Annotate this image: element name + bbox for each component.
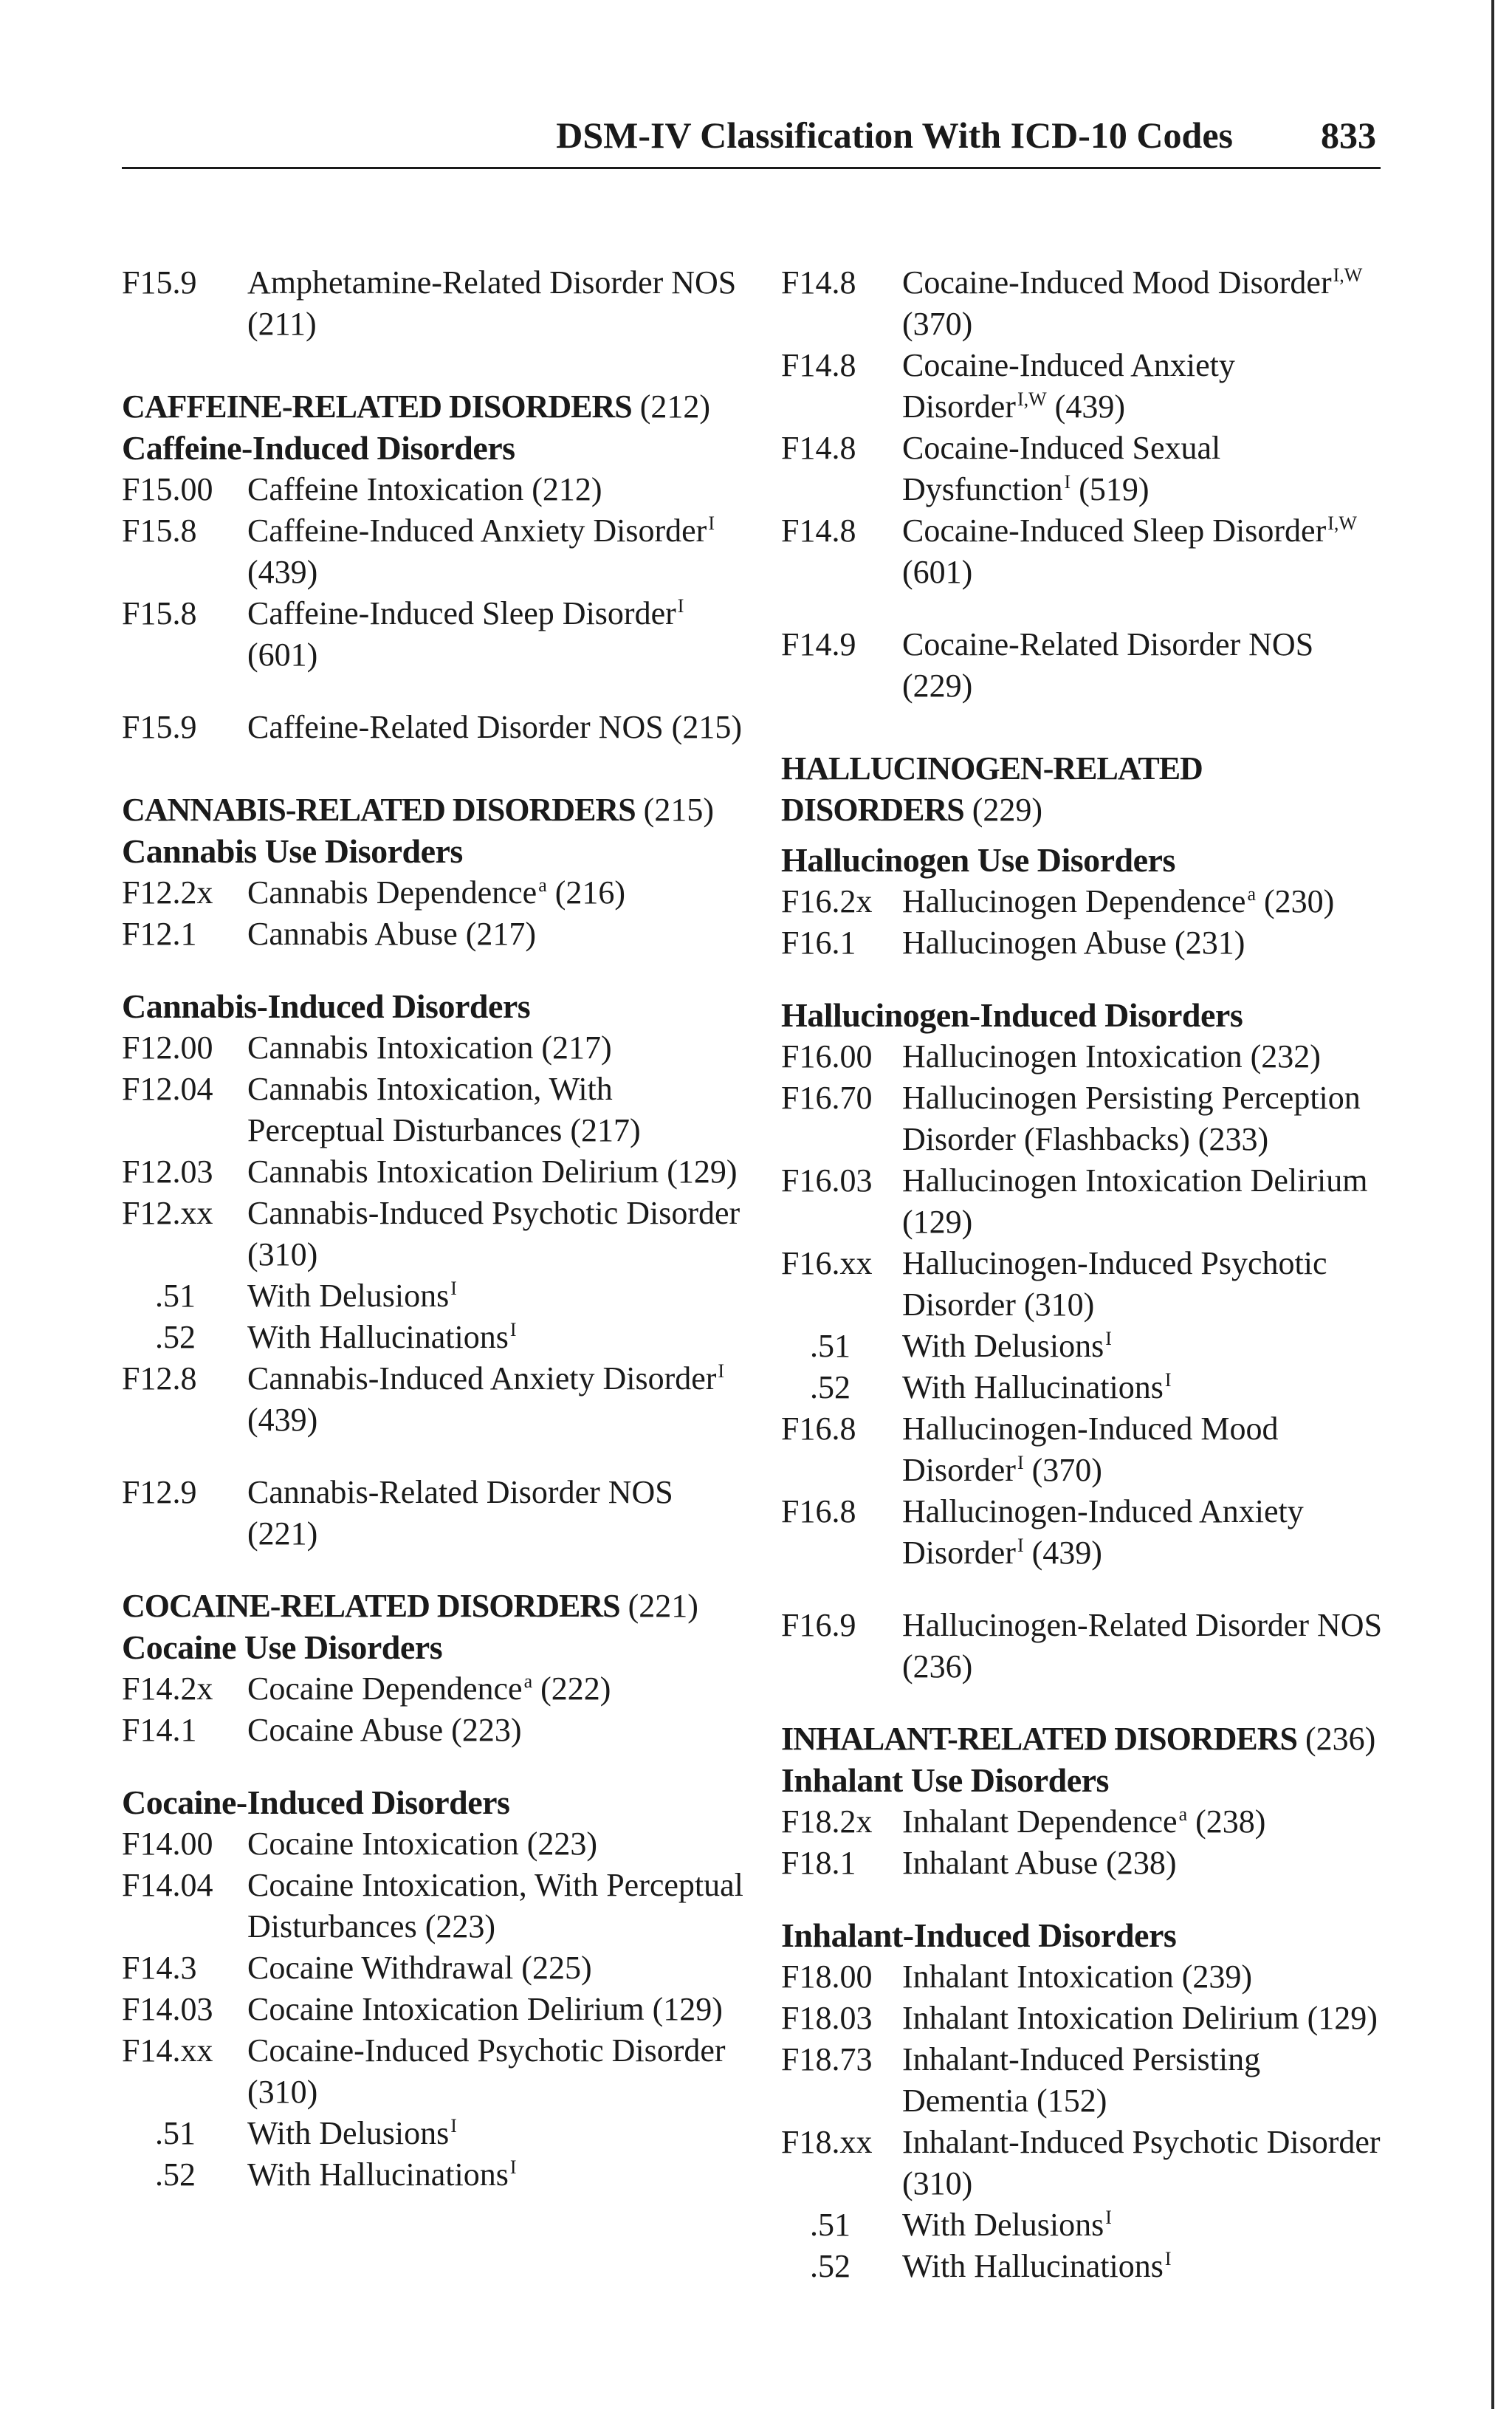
entry-desc: Inhalant Intoxication (239) — [902, 1959, 1253, 1995]
entry-code: F16.03 — [781, 1162, 873, 1199]
category-title: CANNABIS-RELATED DISORDERS (215) — [122, 792, 714, 828]
entry-desc: Cocaine Intoxication, With Perceptual Disturbances (223) — [247, 1867, 743, 1944]
entry-desc: Cocaine-Induced Mood Disorder$^{I,W}$ (370) — [902, 264, 1363, 342]
superscript: I — [1017, 1452, 1024, 1474]
entry — [122, 469, 749, 510]
entry-code: .51 — [810, 1328, 850, 1364]
superscript: a — [538, 874, 547, 897]
entry-code: F15.00 — [122, 471, 213, 507]
entry-desc: Cannabis Dependence$^a$ (216) — [247, 874, 626, 911]
entry — [781, 1998, 1386, 2039]
entry-code: F14.00 — [122, 1826, 213, 1862]
entry — [122, 1151, 749, 1193]
entry-desc: With Delusions$^I$ — [247, 1278, 457, 1314]
entry-desc: Inhalant Intoxication Delirium (129) — [902, 2000, 1378, 2036]
entry-code: F12.9 — [122, 1474, 197, 1510]
running-title: DSM-IV Classification With ICD-10 Codes — [556, 114, 1233, 156]
superscript: I — [509, 1319, 517, 1341]
entry-desc: Cocaine-Induced Anxiety Disorder$^{I,W}$ (439) — [902, 347, 1235, 425]
entry — [122, 2154, 749, 2196]
entry — [122, 872, 749, 914]
superscript: I,W — [1327, 513, 1357, 535]
entry-code: F15.8 — [122, 513, 197, 549]
entry-desc: With Hallucinations$^I$ — [247, 1319, 517, 1355]
entry-code: F18.xx — [781, 2124, 873, 2160]
entry — [122, 1275, 749, 1317]
entry — [781, 1491, 1386, 1574]
entry-code: F16.1 — [781, 925, 856, 961]
entry — [781, 1605, 1386, 1687]
entry-code: F14.2x — [122, 1670, 213, 1707]
entry — [781, 1843, 1386, 1884]
superscript: a — [1178, 1803, 1188, 1826]
entry-code: F16.9 — [781, 1607, 856, 1643]
entry — [122, 1472, 749, 1555]
entry-desc: Caffeine-Related Disorder NOS (215) — [247, 709, 742, 745]
entry-desc: Inhalant Dependence$^a$ (238) — [902, 1803, 1266, 1840]
superscript: I,W — [1333, 264, 1363, 287]
entry-desc: Cannabis-Related Disorder NOS (221) — [247, 1474, 673, 1552]
entry — [781, 1077, 1386, 1160]
entry — [122, 1668, 749, 1710]
page-number: 833 — [1321, 114, 1376, 156]
entry-code: F12.03 — [122, 1154, 213, 1190]
entry-desc: Hallucinogen-Induced Psychotic Disorder (310) — [902, 1245, 1327, 1323]
right-column — [781, 262, 1386, 2287]
entry-desc: Hallucinogen Abuse (231) — [902, 925, 1245, 961]
entry-desc: Caffeine-Induced Anxiety Disorder$^I$ (439) — [247, 513, 715, 590]
entry-desc: Caffeine-Induced Sleep Disorder$^I$ (601) — [247, 595, 684, 673]
superscript: I — [1017, 1535, 1024, 1557]
entry — [122, 1710, 749, 1751]
entry — [781, 2204, 1386, 2246]
superscript: I — [509, 2156, 517, 2179]
entry-desc: Inhalant-Induced Psychotic Disorder (310) — [902, 2124, 1381, 2201]
entry-desc: Hallucinogen-Related Disorder NOS (236) — [902, 1607, 1383, 1685]
entry-code: .52 — [810, 1369, 850, 1405]
superscript: I — [1164, 2248, 1172, 2270]
entry — [781, 1956, 1386, 1998]
subcategory-heading: Hallucinogen Use Disorders — [781, 841, 1175, 879]
category-title: COCAINE-RELATED DISORDERS (221) — [122, 1588, 698, 1624]
entry — [781, 624, 1386, 707]
superscript: I — [677, 595, 684, 617]
entry — [122, 2030, 749, 2113]
entry-code: .52 — [155, 1319, 196, 1355]
entry — [122, 1989, 749, 2030]
entry-desc: Hallucinogen Intoxication (232) — [902, 1038, 1321, 1075]
entry — [122, 262, 749, 345]
entry-code: F12.xx — [122, 1195, 213, 1231]
entry — [122, 707, 749, 748]
entry-desc: Caffeine Intoxication (212) — [247, 471, 602, 507]
entry-desc: Cannabis Intoxication Delirium (129) — [247, 1154, 738, 1190]
entry-desc: Cocaine-Induced Sexual Dysfunction$^I$ (519) — [902, 430, 1221, 507]
entry-code: F14.9 — [781, 626, 856, 662]
entry-code: F14.8 — [781, 347, 856, 383]
entry — [122, 1069, 749, 1151]
entry-code: .51 — [810, 2207, 850, 2243]
entry-code: .52 — [155, 2156, 196, 2193]
superscript: a — [523, 1670, 533, 1693]
entry-code: F14.1 — [122, 1712, 197, 1748]
entry-code: F15.8 — [122, 595, 197, 631]
entry — [781, 345, 1386, 428]
entry — [122, 1358, 749, 1441]
entry-code: F14.3 — [122, 1950, 197, 1986]
entry-code: .51 — [155, 1278, 196, 1314]
entry — [781, 1160, 1386, 1243]
entry-code: F12.2x — [122, 874, 213, 911]
entry-code: .52 — [810, 2248, 850, 2284]
entry-desc: Cannabis Intoxication (217) — [247, 1029, 612, 1066]
entry — [122, 914, 749, 955]
entry-desc: Cocaine-Related Disorder NOS (229) — [902, 626, 1314, 704]
entry-desc: Hallucinogen Persisting Perception Disorder (Flashbacks) (233) — [902, 1080, 1361, 1157]
subcategory-heading: Inhalant Use Disorders — [781, 1761, 1109, 1799]
entry-desc: Cannabis Abuse (217) — [247, 916, 537, 952]
entry-desc: With Hallucinations$^I$ — [902, 1369, 1172, 1405]
category-title: INHALANT-RELATED DISORDERS (236) — [781, 1721, 1376, 1757]
entry-code: F14.04 — [122, 1867, 213, 1903]
entry-desc: Cannabis-Induced Anxiety Disorder$^I$ (439) — [247, 1360, 725, 1438]
entry-desc: Cocaine Intoxication Delirium (129) — [247, 1991, 723, 2027]
entry-code: F12.1 — [122, 916, 197, 952]
subcategory-heading: Inhalant-Induced Disorders — [781, 1916, 1177, 1954]
entry-desc: Hallucinogen Dependence$^a$ (230) — [902, 883, 1335, 919]
entry-code: F16.8 — [781, 1411, 856, 1447]
entry-code: F12.00 — [122, 1029, 213, 1066]
entry-desc: Hallucinogen-Induced Mood Disorder$^I$ (370) — [902, 1411, 1279, 1488]
entry-desc: Cocaine Intoxication (223) — [247, 1826, 598, 1862]
entry-code: F16.2x — [781, 883, 873, 919]
entry-code: F14.8 — [781, 513, 856, 549]
entry-desc: With Delusions$^I$ — [902, 2207, 1112, 2243]
entry — [781, 1367, 1386, 1408]
entry-code: F14.03 — [122, 1991, 213, 2027]
entry-desc: Inhalant Abuse (238) — [902, 1845, 1177, 1881]
superscript: a — [1247, 883, 1257, 905]
page-header — [122, 111, 1381, 169]
entry-code: F16.xx — [781, 1245, 873, 1281]
superscript: I — [1105, 2207, 1112, 2229]
superscript: I — [1105, 1328, 1112, 1350]
entry-desc: With Delusions$^I$ — [247, 2115, 457, 2151]
entry-code: .51 — [155, 2115, 196, 2151]
superscript: I — [450, 1278, 457, 1300]
entry-code: F18.00 — [781, 1959, 873, 1995]
subcategory-heading: Cannabis Use Disorders — [122, 832, 463, 870]
entry-code: F16.70 — [781, 1080, 873, 1116]
entry — [122, 1193, 749, 1275]
entry-desc: Cocaine-Induced Psychotic Disorder (310) — [247, 2032, 726, 2110]
category-title: CAFFEINE-RELATED DISORDERS (212) — [122, 388, 711, 425]
entry-desc: Cocaine Dependence$^a$ (222) — [247, 1670, 611, 1707]
entry — [781, 881, 1386, 922]
entry-code: F12.8 — [122, 1360, 197, 1397]
entry — [122, 1027, 749, 1069]
entry-code: F18.2x — [781, 1803, 873, 1840]
entry — [781, 1243, 1386, 1326]
entry — [122, 593, 749, 676]
superscript: I,W — [1017, 388, 1047, 411]
entry-code: F14.8 — [781, 430, 856, 466]
entry-desc: Hallucinogen-Induced Anxiety Disorder$^I$ (439) — [902, 1493, 1304, 1571]
entry — [781, 922, 1386, 964]
subcategory-heading: Cocaine-Induced Disorders — [122, 1783, 510, 1821]
entry-desc: With Hallucinations$^I$ — [247, 2156, 517, 2193]
page-edge-border — [1491, 0, 1494, 2409]
entry-code: F16.8 — [781, 1493, 856, 1529]
entry — [122, 1317, 749, 1358]
entry — [781, 2122, 1386, 2204]
entry — [781, 1036, 1386, 1077]
entry-desc: With Hallucinations$^I$ — [902, 2248, 1172, 2284]
entry-code: F16.00 — [781, 1038, 873, 1075]
entry-code: F18.73 — [781, 2041, 873, 2077]
entry-code: F15.9 — [122, 709, 197, 745]
entry — [122, 1823, 749, 1865]
entry-code: F14.xx — [122, 2032, 213, 2069]
entry — [122, 1947, 749, 1989]
superscript: I — [450, 2115, 457, 2137]
left-column — [122, 262, 749, 2196]
subcategory-heading: Cocaine Use Disorders — [122, 1628, 443, 1666]
entry-desc: Cocaine-Induced Sleep Disorder$^{I,W}$ (601) — [902, 513, 1357, 590]
entry — [122, 1865, 749, 1947]
entry-desc: Cocaine Withdrawal (225) — [247, 1950, 592, 1986]
entry-code: F18.1 — [781, 1845, 856, 1881]
entry — [781, 1326, 1386, 1367]
entry-code: F14.8 — [781, 264, 856, 301]
entry — [781, 1408, 1386, 1491]
entry-desc: Cocaine Abuse (223) — [247, 1712, 522, 1748]
entry-desc: Cannabis Intoxication, With Perceptual Disturbances (217) — [247, 1071, 641, 1148]
subcategory-heading: Caffeine-Induced Disorders — [122, 429, 515, 467]
superscript: I — [1064, 471, 1071, 493]
entry-desc: With Delusions$^I$ — [902, 1328, 1112, 1364]
superscript: I — [1164, 1369, 1172, 1391]
entry — [781, 428, 1386, 510]
entry-desc: Inhalant-Induced Persisting Dementia (152) — [902, 2041, 1261, 2119]
entry-code: F18.03 — [781, 2000, 873, 2036]
superscript: I — [718, 1360, 725, 1382]
entry-desc: Cannabis-Induced Psychotic Disorder (310) — [247, 1195, 740, 1272]
entry — [781, 262, 1386, 345]
entry-desc: Amphetamine-Related Disorder NOS (211) — [247, 264, 737, 342]
entry — [781, 510, 1386, 593]
subcategory-heading: Hallucinogen-Induced Disorders — [781, 996, 1243, 1034]
entry — [781, 1801, 1386, 1843]
entry — [122, 510, 749, 593]
entry-code: F12.04 — [122, 1071, 213, 1107]
entry-desc: Hallucinogen Intoxication Delirium (129) — [902, 1162, 1368, 1240]
superscript: I — [708, 513, 715, 535]
entry-code: F15.9 — [122, 264, 197, 301]
entry — [781, 2039, 1386, 2122]
subcategory-heading: Cannabis-Induced Disorders — [122, 987, 531, 1025]
category-title: HALLUCINOGEN-RELATED DISORDERS (229) — [781, 750, 1203, 828]
entry — [781, 2246, 1386, 2287]
entry — [122, 2113, 749, 2154]
